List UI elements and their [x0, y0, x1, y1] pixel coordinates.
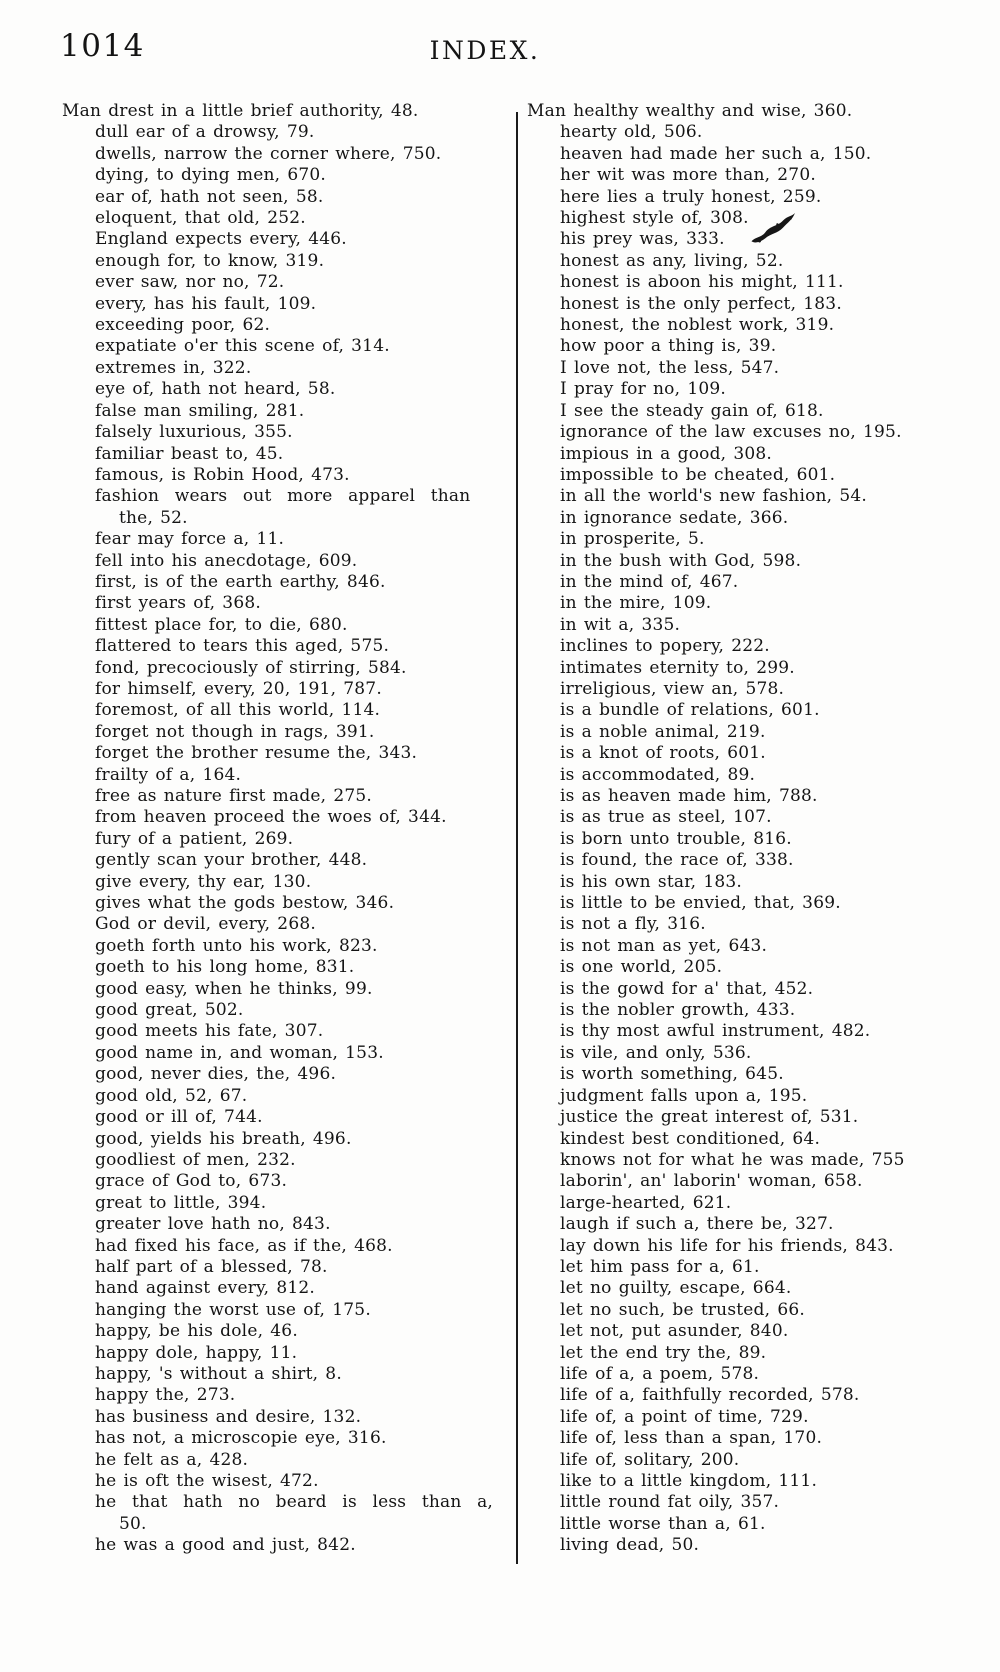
index-entry: goeth to his long home, 831.: [95, 957, 355, 978]
index-entry: inclines to popery, 222.: [560, 636, 770, 657]
page-title: INDEX.: [429, 36, 541, 65]
index-entry: like to a little kingdom, 111.: [560, 1471, 818, 1491]
index-entry: fashion wears out more apparel than the, 52.: [95, 486, 471, 528]
index-entry: let the end try the, 89.: [560, 1342, 767, 1363]
index-entry: his prey was, 333.: [560, 229, 725, 250]
index-entry: fond, precociously of stirring, 584.: [95, 657, 407, 678]
index-entry: has not, a microscopie eye, 316.: [95, 1428, 387, 1449]
index-entry: in all the world's new fashion, 54.: [560, 486, 868, 507]
index-entry: is worth something, 645.: [560, 1064, 784, 1085]
index-entry: famous, is Robin Hood, 473.: [95, 464, 350, 485]
index-entry: is vile, and only, 536.: [560, 1042, 752, 1063]
index-entry: gives what the gods bestow, 346.: [95, 893, 395, 914]
index-entry: give every, thy ear, 130.: [95, 871, 312, 892]
index-entry: is as heaven made him, 788.: [560, 786, 818, 806]
index-entry: justice the great interest of, 531.: [560, 1107, 859, 1128]
index-entry: is the nobler growth, 433.: [560, 1000, 796, 1021]
index-entry: foremost, of all this world, 114.: [95, 700, 381, 721]
index-entry: let no guilty, escape, 664.: [560, 1278, 792, 1299]
index-entry: goeth forth unto his work, 823.: [95, 935, 378, 956]
index-entry: good great, 502.: [95, 1000, 244, 1021]
index-entry: dull ear of a drowsy, 79.: [95, 122, 315, 143]
index-column-left: [62, 101, 494, 1557]
index-entry: eye of, hath not heard, 58.: [95, 379, 336, 400]
index-entry: happy, be his dole, 46.: [95, 1321, 298, 1342]
index-entry: God or devil, every, 268.: [95, 914, 316, 935]
index-entry: expatiate o'er this scene of, 314.: [95, 336, 390, 357]
index-entry: good name in, and woman, 153.: [95, 1042, 384, 1063]
index-entry: let him pass for a, 61.: [560, 1256, 760, 1277]
index-entry: forget the brother resume the, 343.: [95, 743, 418, 764]
index-entry: for himself, every, 20, 191, 787.: [95, 678, 382, 699]
index-entry: is a noble animal, 219.: [560, 721, 766, 742]
index-entry: knows not for what he was made, 755: [560, 1149, 905, 1170]
index-entry: false man smiling, 281.: [95, 400, 305, 421]
index-entry: good or ill of, 744.: [95, 1107, 263, 1128]
index-entry: I pray for no, 109.: [560, 379, 726, 400]
index-entry: familiar beast to, 45.: [95, 443, 284, 464]
index-entry: honest is the only perfect, 183.: [560, 293, 842, 314]
index-entry: life of, solitary, 200.: [560, 1449, 740, 1470]
index-entry: Man drest in a little brief authority, 48.: [62, 101, 419, 121]
index-entry: greater love hath no, 843.: [95, 1214, 331, 1235]
index-entry: life of a, faithfully recorded, 578.: [560, 1385, 860, 1406]
index-entry: is one world, 205.: [560, 957, 723, 978]
index-entry: in ignorance sedate, 366.: [560, 507, 789, 528]
index-entry: is as true as steel, 107.: [560, 807, 772, 828]
index-entry: extremes in, 322.: [95, 357, 252, 378]
index-entry: hand against every, 812.: [95, 1278, 315, 1299]
index-entry: fury of a patient, 269.: [95, 828, 294, 849]
index-entry: impious in a good, 308.: [560, 443, 773, 464]
index-entry: he that hath no beard is less than a, 50.: [95, 1492, 494, 1534]
index-entry: he was a good and just, 842.: [95, 1535, 356, 1556]
index-entry: is his own star, 183.: [560, 871, 743, 892]
index-entry: had fixed his face, as if the, 468.: [95, 1235, 393, 1256]
index-entry: frailty of a, 164.: [95, 764, 242, 785]
index-entry: ever saw, nor no, 72.: [95, 272, 285, 293]
index-column-right: [527, 101, 955, 1557]
index-entry: fell into his anecdotage, 609.: [95, 550, 358, 571]
index-entry: from heaven proceed the woes of, 344.: [95, 807, 447, 828]
index-entry: good easy, when he thinks, 99.: [95, 978, 373, 999]
column-divider-rule: [516, 112, 518, 1564]
index-entry: how poor a thing is, 39.: [560, 336, 777, 357]
index-entry: fittest place for, to die, 680.: [95, 614, 348, 635]
index-entry: dying, to dying men, 670.: [95, 165, 326, 186]
index-entry: is not man as yet, 643.: [560, 935, 768, 956]
index-entry: lay down his life for his friends, 843.: [560, 1235, 894, 1256]
index-entry: highest style of, 308.: [560, 208, 749, 229]
index-entry: forget not though in rags, 391.: [95, 721, 375, 742]
index-entry: intimates eternity to, 299.: [560, 657, 795, 678]
index-entry: falsely luxurious, 355.: [95, 422, 293, 443]
index-entry: large-hearted, 621.: [560, 1192, 732, 1213]
index-entry: life of, less than a span, 170.: [560, 1428, 823, 1449]
index-entry: exceeding poor, 62.: [95, 315, 271, 336]
index-entry: honest as any, living, 52.: [560, 250, 784, 271]
index-entry: honest is aboon his might, 111.: [560, 272, 844, 293]
index-entry: judgment falls upon a, 195.: [560, 1085, 808, 1106]
index-entry: honest, the noblest work, 319.: [560, 315, 835, 336]
index-entry: happy, 's without a shirt, 8.: [95, 1363, 342, 1384]
index-entry: half part of a blessed, 78.: [95, 1256, 328, 1277]
index-entry: dwells, narrow the corner where, 750.: [95, 143, 442, 164]
index-entry: happy dole, happy, 11.: [95, 1342, 298, 1363]
index-entry: grace of God to, 673.: [95, 1171, 288, 1192]
index-entry: heaven had made her such a, 150.: [560, 143, 872, 164]
index-entry: hanging the worst use of, 175.: [95, 1299, 371, 1320]
index-entry: her wit was more than, 270.: [560, 165, 816, 186]
index-entry: in the bush with God, 598.: [560, 550, 802, 571]
index-entry: England expects every, 446.: [95, 229, 347, 250]
index-entry: is found, the race of, 338.: [560, 850, 794, 871]
index-entry: life of a, a poem, 578.: [560, 1363, 760, 1384]
index-entry: irreligious, view an, 578.: [560, 678, 785, 699]
index-entry: is a knot of roots, 601.: [560, 743, 766, 764]
index-entry: every, has his fault, 109.: [95, 293, 317, 314]
index-entry: is a bundle of relations, 601.: [560, 700, 820, 721]
index-entry: is accommodated, 89.: [560, 764, 756, 785]
index-entry: little worse than a, 61.: [560, 1513, 766, 1534]
index-entry: happy the, 273.: [95, 1385, 236, 1406]
index-entry: free as nature first made, 275.: [95, 786, 373, 806]
index-entry: impossible to be cheated, 601.: [560, 464, 836, 485]
index-entry: hearty old, 506.: [560, 122, 703, 143]
index-entry: first, is of the earth earthy, 846.: [95, 571, 386, 592]
index-entry: flattered to tears this aged, 575.: [95, 636, 390, 657]
index-entry: he felt as a, 428.: [95, 1449, 249, 1470]
index-entry: first years of, 368.: [95, 593, 261, 614]
index-entry: great to little, 394.: [95, 1192, 267, 1213]
index-entry: goodliest of men, 232.: [95, 1149, 296, 1170]
index-entry: has business and desire, 132.: [95, 1406, 362, 1427]
index-entry: I love not, the less, 547.: [560, 357, 780, 378]
index-entry: is the gowd for a' that, 452.: [560, 978, 814, 999]
index-entry: is born unto trouble, 816.: [560, 828, 792, 849]
index-entry: laborin', an' laborin' woman, 658.: [560, 1171, 863, 1192]
index-entry: enough for, to know, 319.: [95, 250, 325, 271]
index-entry: living dead, 50.: [560, 1535, 700, 1556]
index-entry: good, yields his breath, 496.: [95, 1128, 352, 1149]
index-entry: in the mire, 109.: [560, 593, 712, 614]
index-entry: good meets his fate, 307.: [95, 1021, 324, 1042]
index-entry: is little to be envied, that, 369.: [560, 893, 841, 914]
index-entry: is not a fly, 316.: [560, 914, 706, 935]
index-entry: Man healthy wealthy and wise, 360.: [527, 101, 853, 121]
index-entry: laugh if such a, there be, 327.: [560, 1214, 834, 1235]
index-entry: good old, 52, 67.: [95, 1085, 248, 1106]
index-entry: life of, a point of time, 729.: [560, 1406, 809, 1427]
index-entry: fear may force a, 11.: [95, 529, 285, 550]
index-entry: good, never dies, the, 496.: [95, 1064, 337, 1085]
page-number: 1014: [60, 28, 145, 64]
index-entry: I see the steady gain of, 618.: [560, 400, 824, 421]
index-entry: in the mind of, 467.: [560, 571, 739, 592]
index-entry: here lies a truly honest, 259.: [560, 186, 822, 207]
index-entry: kindest best conditioned, 64.: [560, 1128, 821, 1149]
index-entry: let not, put asunder, 840.: [560, 1321, 789, 1342]
index-entry: eloquent, that old, 252.: [95, 208, 306, 229]
index-entry: gently scan your brother, 448.: [95, 850, 368, 871]
index-entry: little round fat oily, 357.: [560, 1492, 780, 1513]
index-entry: is thy most awful instrument, 482.: [560, 1021, 871, 1042]
index-entry: he is oft the wisest, 472.: [95, 1471, 319, 1491]
index-entry: ignorance of the law excuses no, 195.: [560, 422, 902, 443]
index-entry: ear of, hath not seen, 58.: [95, 186, 324, 207]
index-entry: in wit a, 335.: [560, 614, 681, 635]
index-entry: let no such, be trusted, 66.: [560, 1299, 805, 1320]
index-entry: in prosperite, 5.: [560, 529, 705, 550]
